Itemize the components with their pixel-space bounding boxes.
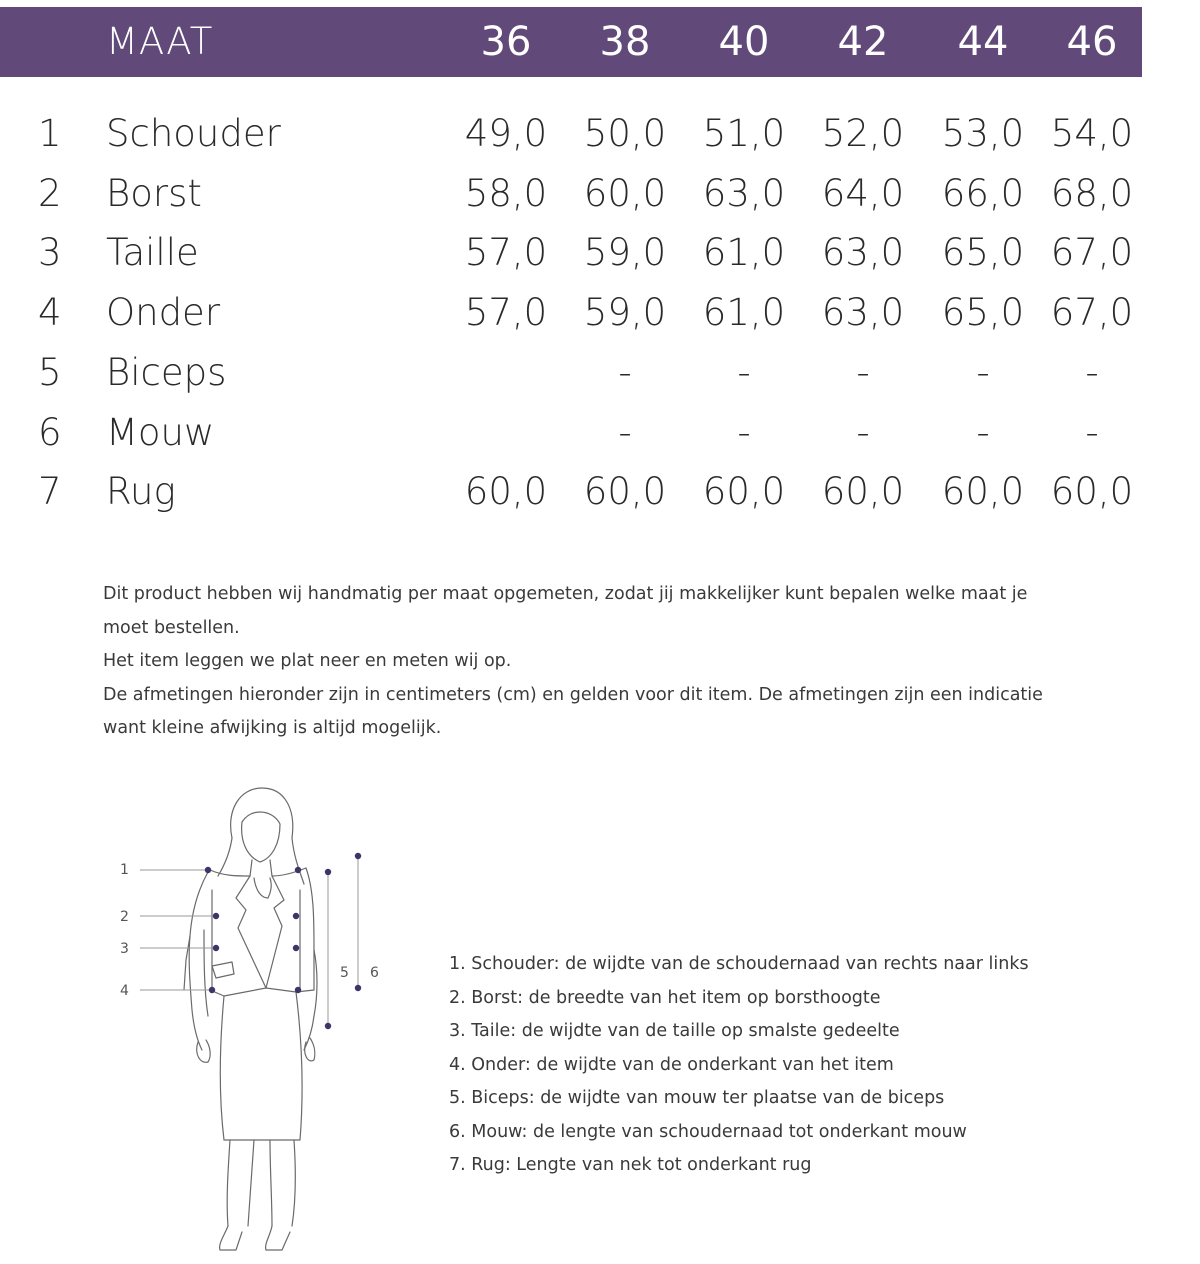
legend-item: 6. Mouw: de lengte van schoudernaad tot onderkant mouw [449, 1121, 967, 1142]
table-cell: - [976, 411, 990, 454]
intro-text [103, 578, 1063, 746]
row-label: Biceps [106, 351, 227, 394]
size-header-label: MAAT [106, 20, 214, 63]
figure-marker-1: 1 [120, 862, 129, 878]
table-cell: 60,0 [941, 470, 1025, 513]
table-cell: 59,0 [583, 291, 667, 334]
row-number: 3 [38, 231, 62, 274]
table-cell: - [618, 411, 632, 454]
size-header-44: 44 [957, 19, 1009, 65]
table-cell: 61,0 [702, 291, 786, 334]
table-row [0, 288, 1200, 338]
intro-paragraph: Dit product hebben wij handmatig per maat opgemeten, zodat jij makkelijker kunt bepalen welke maat je moet bestellen. [103, 584, 1028, 638]
figure-marker-3: 3 [120, 941, 129, 957]
row-label: Borst [106, 172, 202, 215]
legend-item: 5. Biceps: de wijdte van mouw ter plaatse van de biceps [449, 1088, 945, 1108]
table-cell: 49,0 [464, 112, 548, 155]
table-cell: - [737, 411, 751, 454]
table-cell: - [856, 411, 870, 454]
legend-item: 4. Onder: de wijdte van de onderkant van het item [449, 1054, 894, 1075]
table-cell: 51,0 [702, 112, 786, 155]
table-cell: 50,0 [583, 112, 667, 155]
row-number: 5 [38, 351, 62, 394]
legend-item: 1. Schouder: de wijdte van de schoudernaad van rechts naar links [449, 954, 1029, 974]
table-cell: 57,0 [464, 231, 548, 274]
figure-marker-5: 5 [340, 965, 349, 981]
table-cell: 63,0 [821, 231, 905, 274]
figure-marker-6: 6 [370, 965, 379, 981]
table-cell: 65,0 [941, 231, 1025, 274]
table-cell: 60,0 [1050, 470, 1134, 513]
table-cell: 60,0 [702, 470, 786, 513]
table-cell: - [618, 351, 632, 394]
row-number: 1 [38, 112, 62, 155]
row-label: Onder [106, 291, 221, 334]
table-cell: 63,0 [821, 291, 905, 334]
row-label: Schouder [106, 112, 281, 155]
table-row [0, 109, 1200, 159]
table-cell: 52,0 [821, 112, 905, 155]
table-cell: 60,0 [821, 470, 905, 513]
table-cell: - [1085, 351, 1099, 394]
row-label: Rug [106, 470, 176, 513]
row-number: 2 [38, 172, 62, 215]
table-cell: 60,0 [464, 470, 548, 513]
table-cell: - [856, 351, 870, 394]
table-row [0, 169, 1200, 219]
table-cell: - [737, 351, 751, 394]
legend-item: 7. Rug: Lengte van nek tot onderkant rug [449, 1155, 812, 1175]
legend-item: 3. Taile: de wijdte van de taille op smalste gedeelte [449, 1021, 900, 1041]
figure-drawing [100, 780, 400, 1260]
table-cell: 58,0 [464, 172, 548, 215]
table-cell: 64,0 [821, 172, 905, 215]
table-row [0, 408, 1200, 458]
intro-paragraph: De afmetingen hieronder zijn in centimeters (cm) en gelden voor dit item. De afmetingen zijn een indicatie want kleine afwijking is altijd mogelijk. [103, 684, 1043, 738]
figure-marker-4: 4 [120, 983, 129, 999]
size-header-38: 38 [599, 19, 651, 65]
row-number: 4 [38, 291, 62, 334]
size-header-42: 42 [837, 19, 889, 65]
row-number: 7 [38, 470, 62, 513]
row-label: Mouw [106, 411, 215, 454]
table-cell: 65,0 [941, 291, 1025, 334]
measurement-legend [449, 948, 1149, 1183]
row-number: 6 [38, 411, 62, 454]
table-cell: 60,0 [583, 470, 667, 513]
fashion-figure-illustration [100, 780, 400, 1260]
size-header-36: 36 [480, 19, 532, 65]
size-header-40: 40 [718, 19, 770, 65]
table-row [0, 348, 1200, 398]
figure-marker-2: 2 [120, 909, 129, 925]
table-cell: - [1085, 411, 1099, 454]
table-cell: 60,0 [583, 172, 667, 215]
row-label: Taille [106, 231, 199, 274]
table-cell: 54,0 [1050, 112, 1134, 155]
table-cell: 67,0 [1050, 291, 1134, 334]
table-row [0, 467, 1200, 517]
table-cell: 61,0 [702, 231, 786, 274]
table-cell: 63,0 [702, 172, 786, 215]
table-cell: - [976, 351, 990, 394]
size-header-46: 46 [1066, 19, 1118, 65]
size-header-bar [0, 7, 1142, 77]
table-row [0, 228, 1200, 278]
table-cell: 67,0 [1050, 231, 1134, 274]
measurement-dots [205, 853, 361, 1029]
table-cell: 57,0 [464, 291, 548, 334]
table-cell: 68,0 [1050, 172, 1134, 215]
table-cell: 53,0 [941, 112, 1025, 155]
legend-item: 2. Borst: de breedte van het item op borsthoogte [449, 987, 881, 1008]
table-cell: 66,0 [941, 172, 1025, 215]
table-cell: 59,0 [583, 231, 667, 274]
intro-paragraph: Het item leggen we plat neer en meten wij op. [103, 651, 512, 671]
